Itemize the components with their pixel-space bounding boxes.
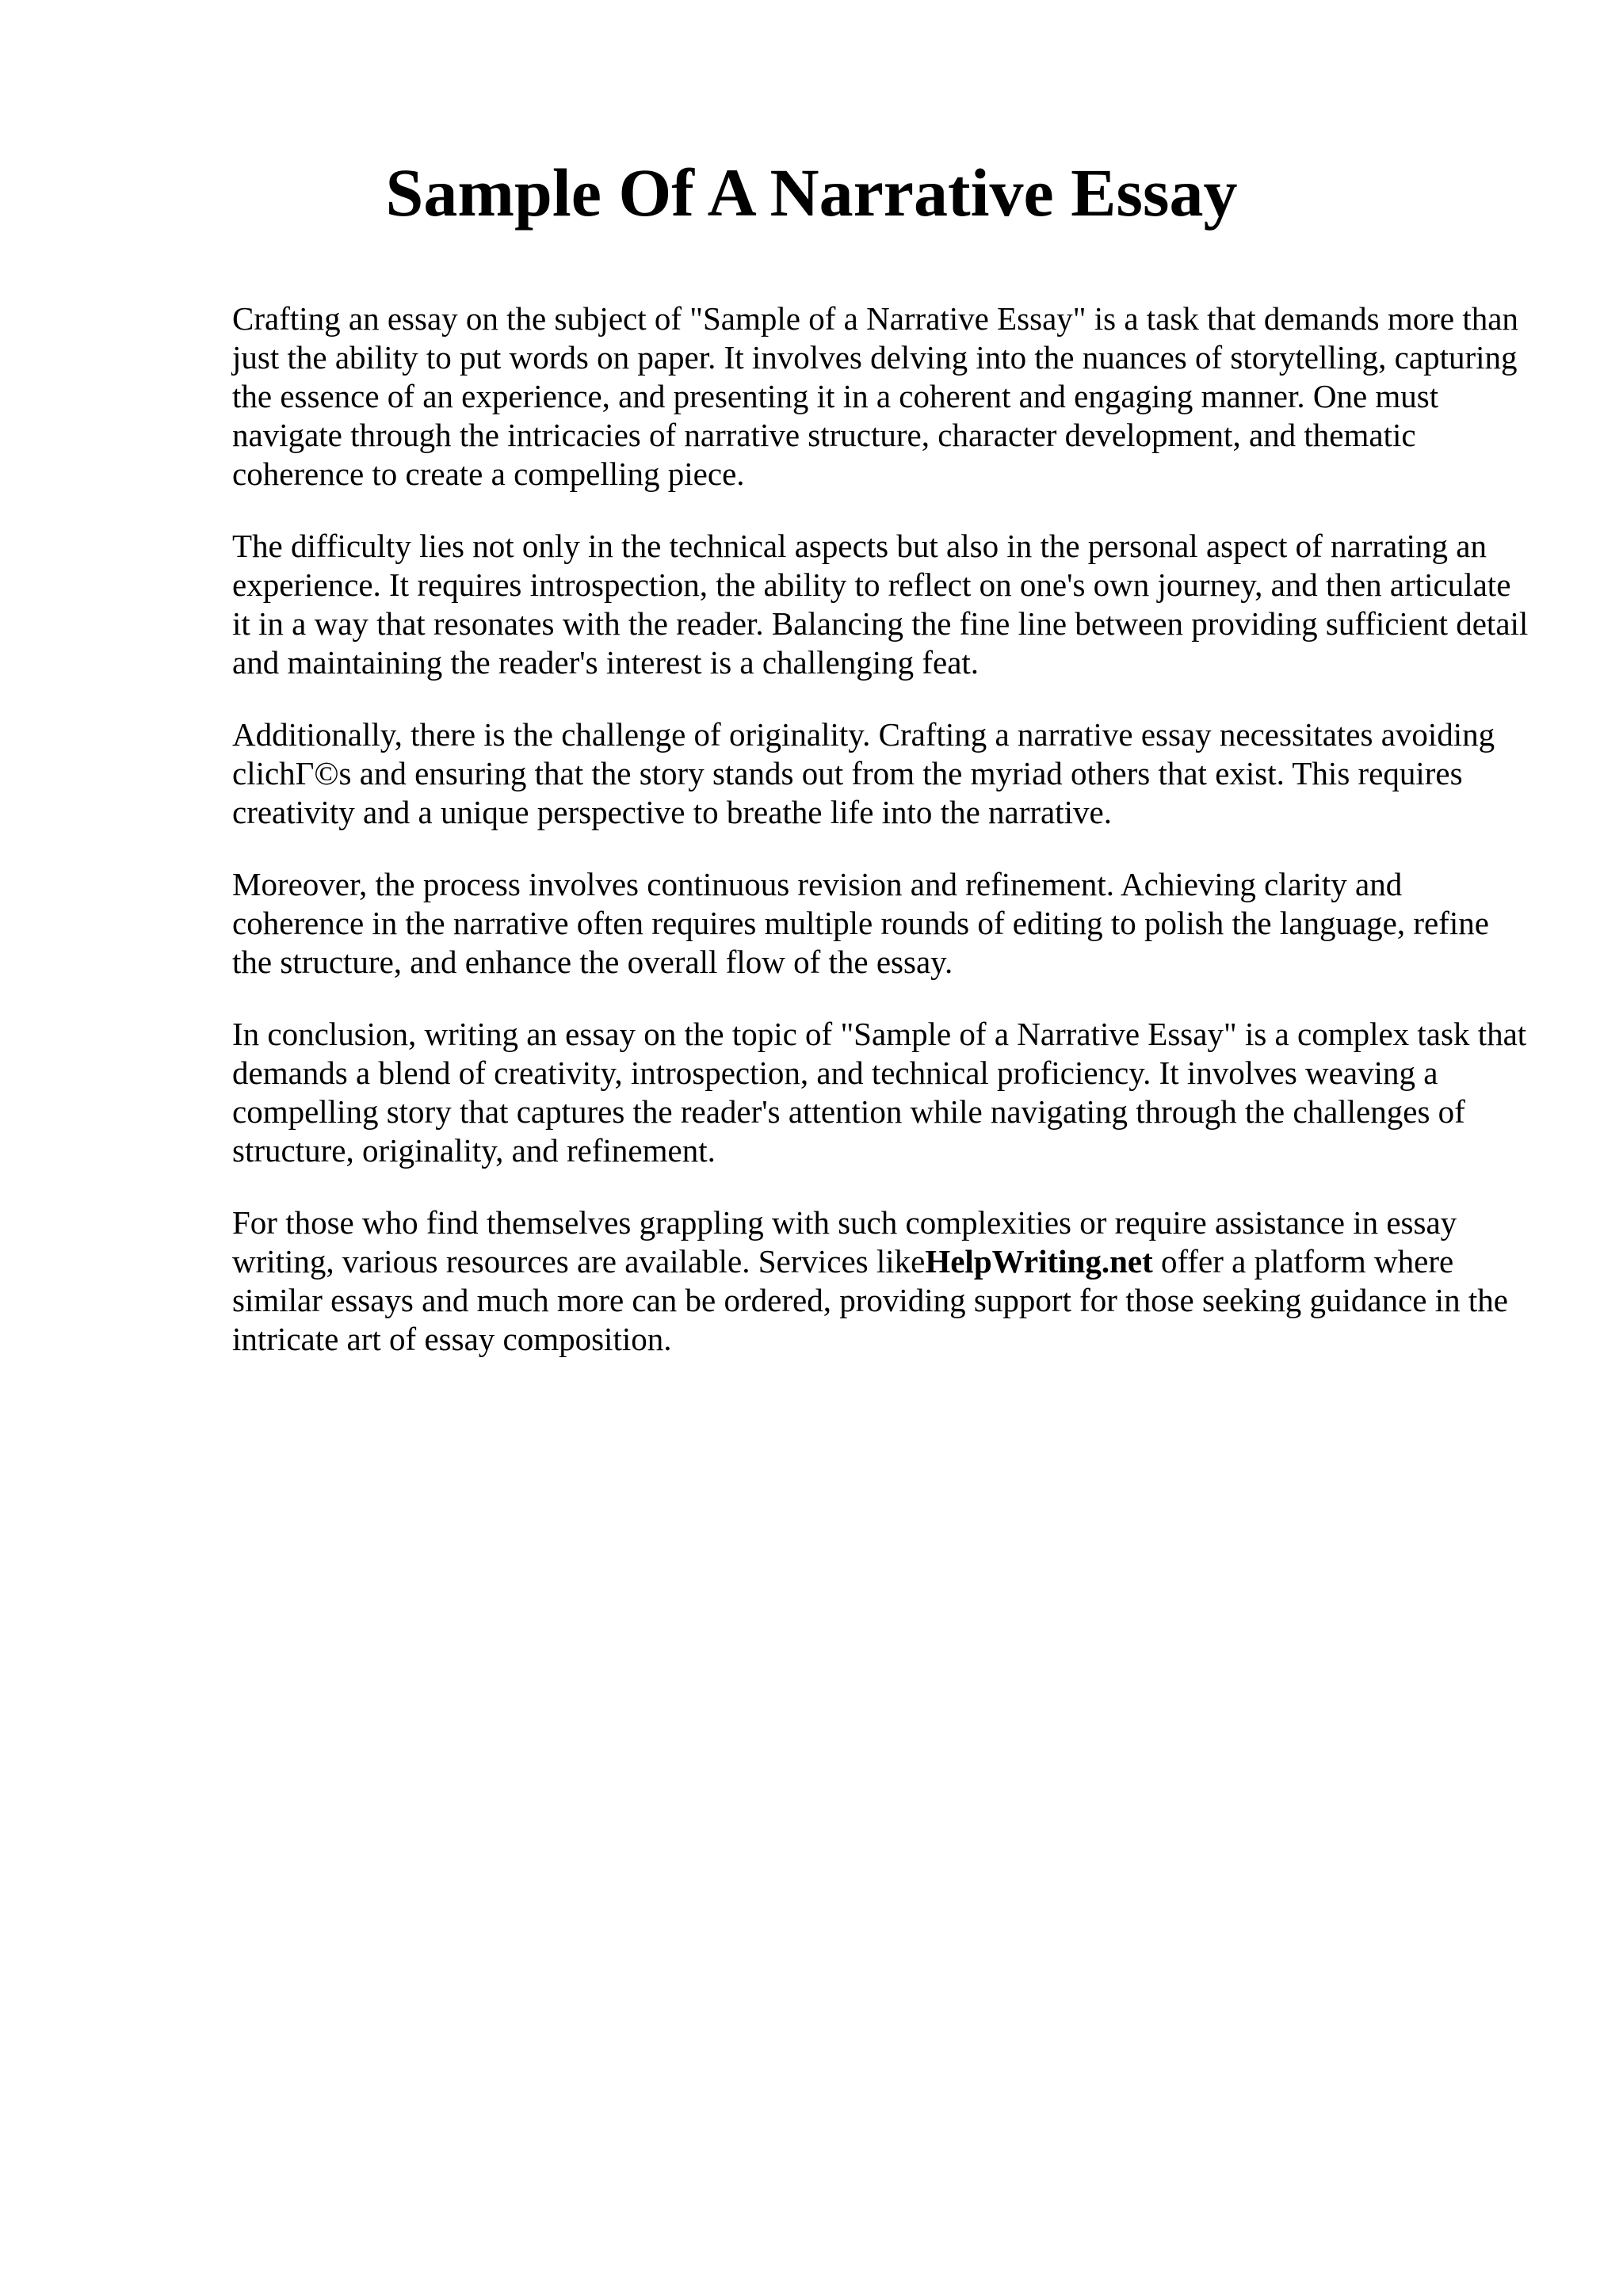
paragraph-2: The difficulty lies not only in the technical aspects but also in the personal aspect of narrating an experience. It requires introspection, the ability to reflect on one's own journey, and then articulate it in a way that resonates with the reader. Balancing the fine line between providing sufficient detail and maintaining the reader's interest is a challenging feat. xyxy=(232,528,1529,681)
document-title: Sample Of A Narrative Essay xyxy=(385,154,1238,231)
paragraph-4: Moreover, the process involves continuous revision and refinement. Achieving clarity and coherence in the narrative often requires multiple rounds of editing to polish the language, refine the structure, and enhance the overall flow of the essay. xyxy=(232,866,1489,980)
paragraph-6-text-after: offer a platform where similar essays and much more can be ordered, providing support for those seeking guidance in the intricate art of essay composition. xyxy=(232,1243,1508,1357)
paragraph-6-text-before: For those who find themselves grappling with such complexities or require assistance in essay writing, various resources are available. Services like xyxy=(232,1204,1457,1280)
helpwriting-brand-link[interactable]: HelpWriting.net xyxy=(925,1243,1153,1280)
paragraph-5: In conclusion, writing an essay on the topic of "Sample of a Narrative Essay" is a complex task that demands a blend of creativity, introspection, and technical proficiency. It involves weaving a compelling story that captures the reader's attention while navigating through the challenges of structure, originality, and refinement. xyxy=(232,1016,1527,1169)
document-body xyxy=(232,299,1532,1392)
paragraph-1: Crafting an essay on the subject of "Sample of a Narrative Essay" is a task that demands more than just the ability to put words on paper. It involves delving into the nuances of storytelling, capturing the essence of an experience, and presenting it in a coherent and engaging manner. One must navigate through the intricacies of narrative structure, character development, and thematic coherence to create a compelling piece. xyxy=(232,300,1518,492)
paragraph-6 xyxy=(232,1203,1532,1359)
paragraph-3: Additionally, there is the challenge of originality. Crafting a narrative essay necessitates avoiding clichΓ©s and ensuring that the story stands out from the myriad others that exist. This requires creativity and a unique perspective to breathe life into the narrative. xyxy=(232,716,1495,830)
